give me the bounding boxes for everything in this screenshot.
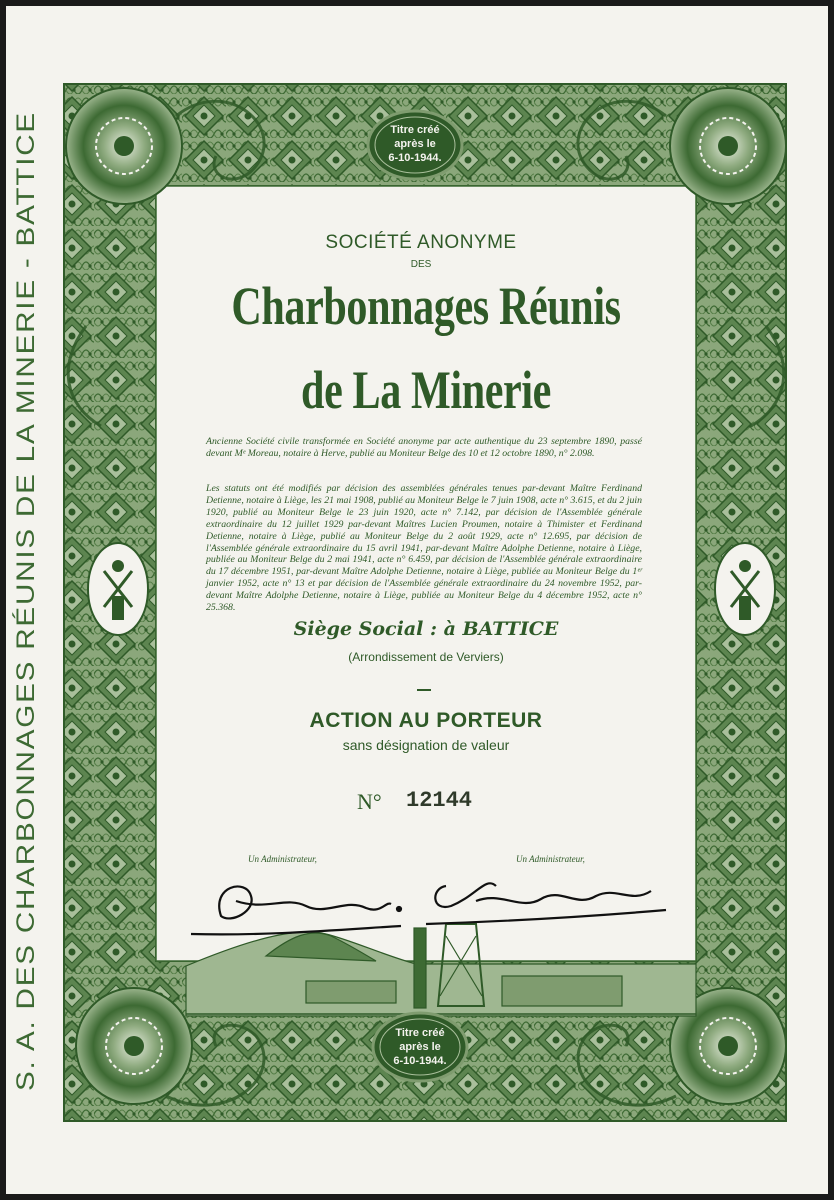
miner-emblem-left (88, 543, 148, 635)
statutes-paragraph-2: Les statuts ont été modifiés par décision des assemblées générales tenues par-devant Maître Ferdinand Detienne, notaire à Liège, les 21 mai 1908, publié au Moniteur Belge le 7 juin 1908, acte n° 3.615, et du 2 juin 1920, publié au Moniteur Belge le 23 juin 1920, acte n° 7.142, par décision de l'Assemblée générale extraordinaire du 12 juillet 1929 par-devant Maîtres Lucien Proumen, notaire à Thimister et Ferdinand Detienne, notaire à Liège, publié au Moniteur Belge du 2 août 1929, acte n° 12.695, par décision de l'Assemblée générale extraordinaire du 15 avril 1941, par-devant Maître Adolphe Detienne, notaire à Liège, publiée au Moniteur Belge du 2 mai 1941, acte n° 6.459, par décision de l'Assemblée générale extraordinaire du 17 décembre 1951, par-devant Maître Adolphe Detienne, notaire à Liège, publiée au Moniteur Belge du 1ᵉʳ janvier 1952, acte n° 13 et par décision de l'Assemblée générale extraordinaire du 24 novembre 1952, par-devant Maître Adolphe Detienne, notaire à Liège, publiée au Moniteur Belge du 4 décembre 1952, acte n° 25.368. (206, 483, 642, 614)
miner-emblem-right (715, 543, 775, 635)
corner-rosette-bl (76, 988, 192, 1104)
number-label: N° (357, 789, 382, 814)
badge-top-line2: après le (394, 138, 436, 150)
share-number: 12144 (406, 788, 473, 813)
company-title-line2: de La Minerie (301, 360, 551, 420)
statutes-paragraph-1: Ancienne Société civile transformée en Société anonyme par acte authentique du 23 septembre 1890, passé devant Mᵉ Moreau, notaire à Herve, publié au Moniteur Belge des 10 et 12 octobre 1890, n° 2.098. (206, 436, 642, 459)
badge-bottom (380, 1026, 460, 1068)
des-label: DES (410, 259, 432, 270)
share-type: ACTION AU PORTEUR (309, 709, 543, 732)
badge-bottom-line1: Titre créé (395, 1027, 445, 1039)
badge-top (375, 123, 455, 165)
share-certificate (6, 6, 828, 1194)
district: (Arrondissement de Verviers) (348, 650, 504, 664)
corner-rosette-tl (66, 88, 182, 204)
administrator-label-left: Un Administrateur, (248, 854, 317, 864)
svg-text:S. A. DES CHARBONNAGES RÉUNIS: S. A. DES CHARBONNAGES RÉUNIS DE LA MINERIE - BATTICE (12, 264, 40, 1091)
badge-bottom-line3: 6-10-1944. (393, 1055, 447, 1067)
share-subtitle: sans désignation de valeur (342, 737, 510, 753)
badge-top-line1: Titre créé (390, 124, 440, 136)
administrator-label-right: Un Administrateur, (516, 854, 585, 864)
company-type: SOCIÉTÉ ANONYME (325, 232, 517, 253)
registered-office: Siège Social : à BATTICE (293, 618, 559, 640)
badge-bottom-line2: après le (399, 1041, 441, 1053)
divider (417, 689, 431, 691)
corner-rosette-tr (670, 88, 786, 204)
company-title-line1: Charbonnages Réunis (231, 276, 621, 336)
badge-top-line3: 6-10-1944. (388, 152, 442, 164)
